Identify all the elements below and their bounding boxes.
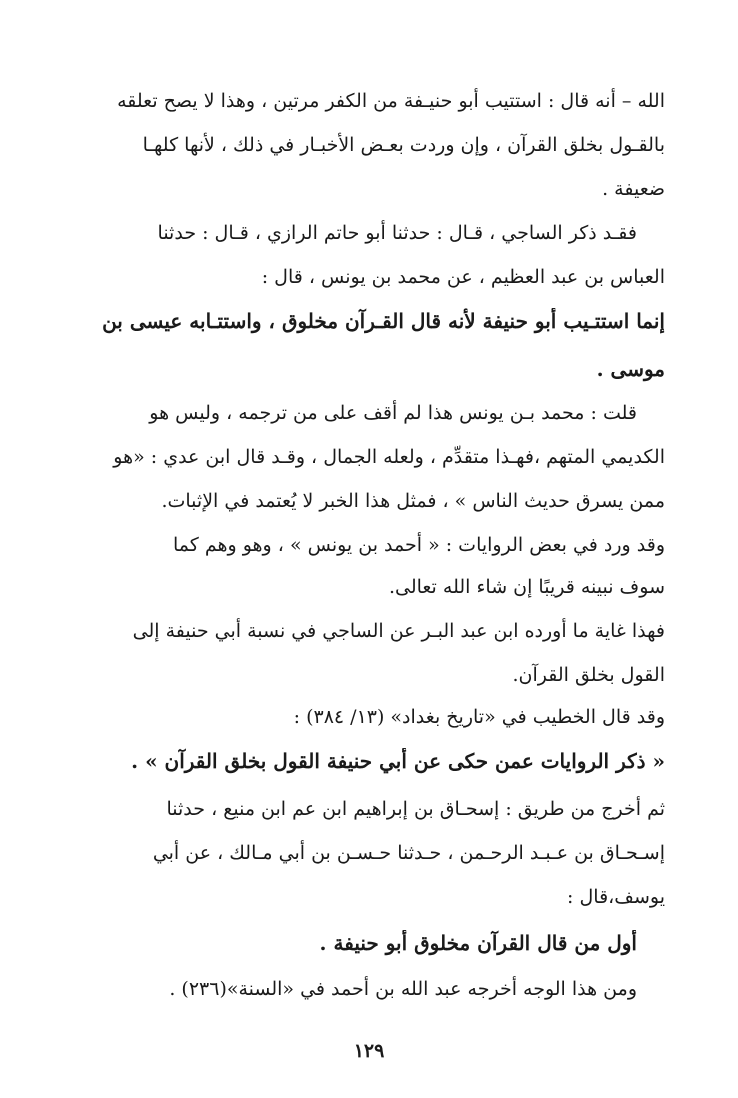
- text-line-5: العباس بن عبد العظيم ، عن محمد بن يونس ، قال :: [261, 266, 665, 288]
- text-line-17: ثم أخرج من طريق : إسحـاق بن إبراهيم ابن عم ابن منيع ، حدثنا: [166, 798, 665, 820]
- text-line-19: يوسف،قال :: [567, 886, 665, 908]
- text-line-4: فقـد ذكر الساجي ، قـال : حدثنا أبو حاتم الرازي ، قـال : حدثنا: [157, 222, 637, 244]
- quote-line-1: إنما استتـيب أبو حنيفة لأنه قال القـرآن مخلوق ، واستتـابه عيسى بن: [102, 309, 665, 333]
- text-line-2: بالقـول بخلق القرآن ، وإن وردت بعـض الأخبـار في ذلك ، لأنها كلهـا: [142, 134, 665, 156]
- text-line-10: ممن يسرق حديث الناس » ، فمثل هذا الخبر لا يُعتمد في الإثبات.: [161, 490, 665, 512]
- text-line-12: سوف نبينه قريبًا إن شاء الله تعالى.: [388, 576, 665, 598]
- page-number: ١٢٩: [353, 1040, 385, 1062]
- text-line-1: الله – أنه قال : استتيب أبو حنيـفة من الكفر مرتين ، وهذا لا يصح تعلقه: [117, 90, 665, 112]
- text-line-13: فهذا غاية ما أورده ابن عبد البـر عن الساجي في نسبة أبي حنيفة إلى: [132, 620, 665, 642]
- text-line-14: القول بخلق القرآن.: [512, 664, 665, 686]
- heading-line: « ذكر الروايات عمن حكى عن أبي حنيفة القول بخلق القرآن » .: [131, 749, 665, 773]
- quote-line-3: أول من قال القرآن مخلوق أبو حنيفة .: [319, 931, 637, 955]
- text-line-15: وقد قال الخطيب في «تاريخ بغداد» (١٣/ ٣٨٤) :: [293, 706, 665, 728]
- text-line-11: وقد ورد في بعض الروايات : « أحمد بن يونس » ، وهو وهم كما: [172, 534, 665, 556]
- text-line-18: إسـحـاق بن عـبـد الرحـمن ، حـدثنا حـسـن بن أبي مـالك ، عن أبي: [152, 842, 665, 864]
- text-line-21: ومن هذا الوجه أخرجه عبد الله بن أحمد في «السنة»(٢٣٦) .: [169, 978, 637, 1000]
- text-line-9: الكديمي المتهم ،فهـذا متقدِّم ، ولعله الجمال ، وقـد قال ابن عدي : «هو: [113, 446, 665, 468]
- text-line-8: قلت : محمد بـن يونس هذا لم أقف على من ترجمه ، وليس هو: [149, 402, 637, 424]
- text-line-3: ضعيفة .: [602, 178, 665, 200]
- quote-line-2: موسى .: [596, 357, 665, 381]
